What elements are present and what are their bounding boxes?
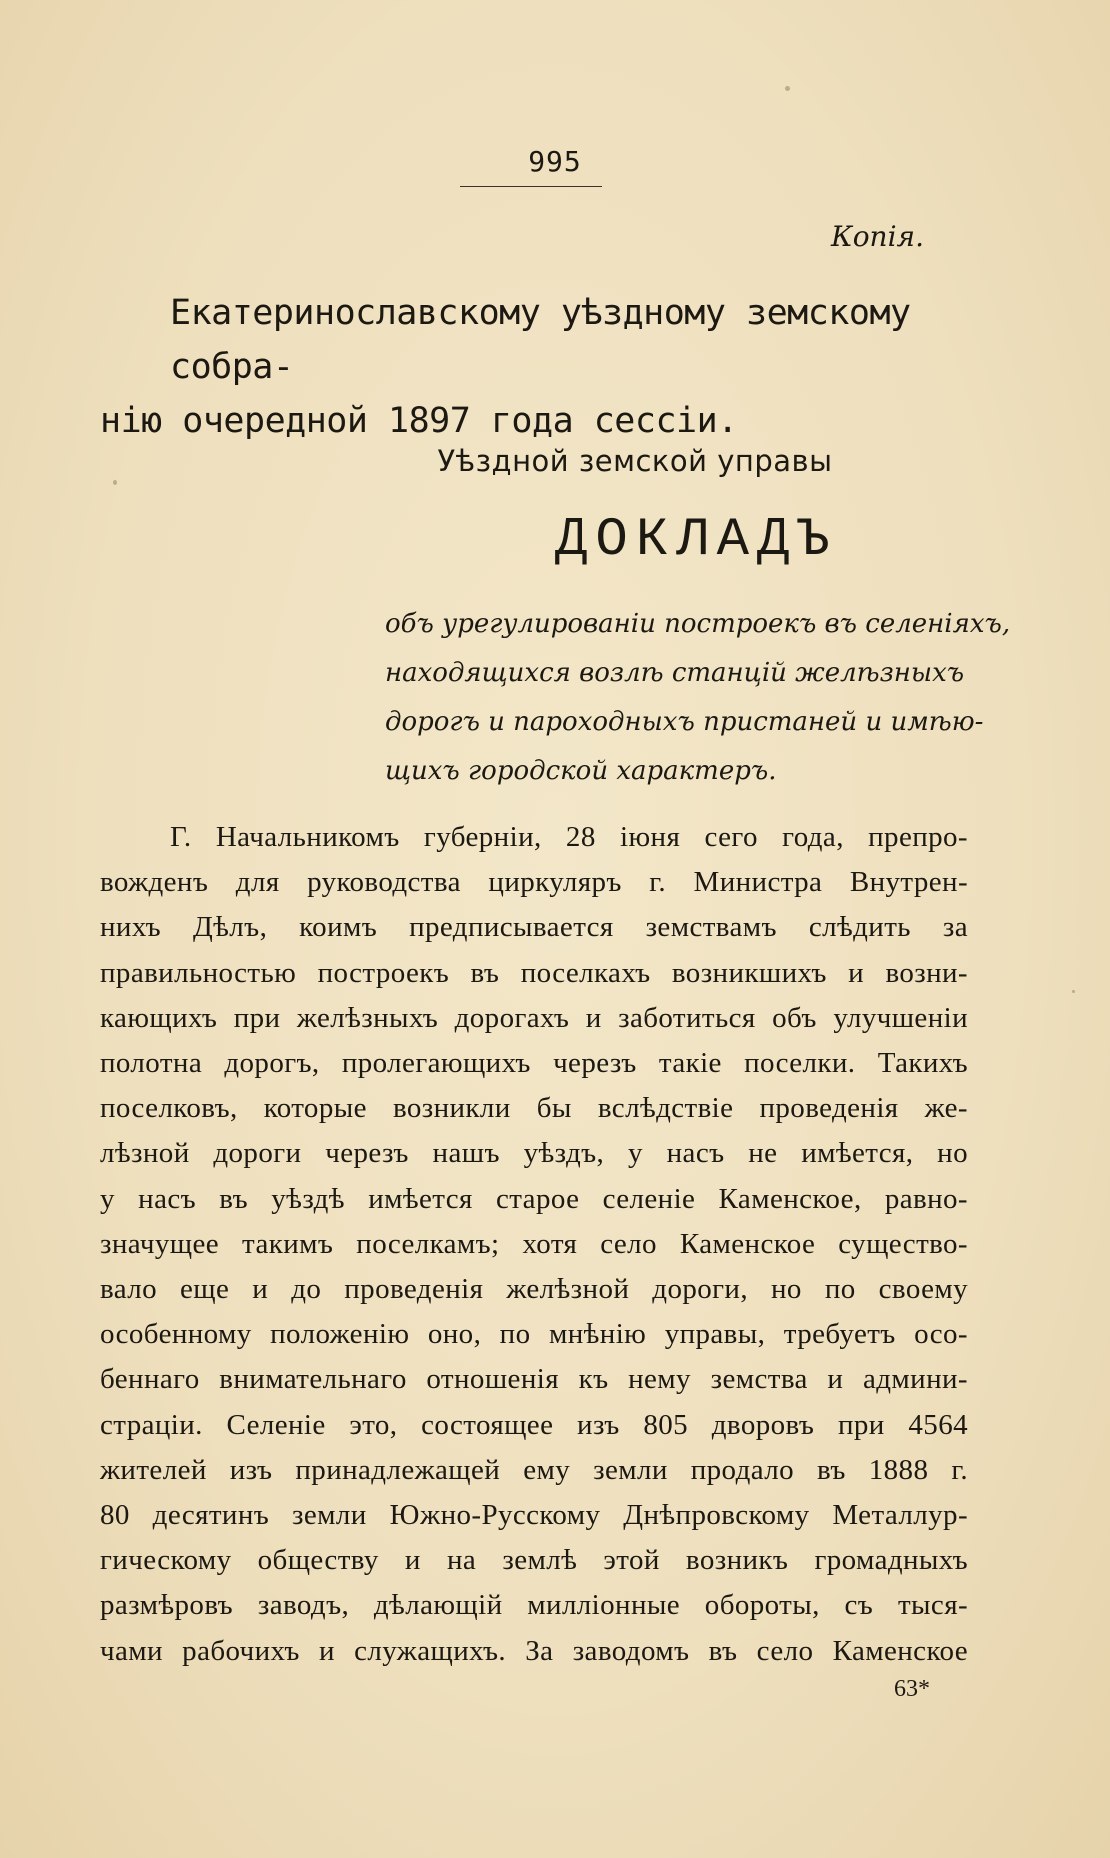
- signature-mark: 63*: [894, 1676, 930, 1702]
- body-line: вало еще и до проведенія желѣзной дороги, но по своему: [100, 1273, 968, 1306]
- body-line: вожденъ для руководства циркуляръ г. Министра Внутрен-: [100, 866, 968, 899]
- body-line: беннаго внимательнаго отношенія къ нему земства и админи-: [100, 1363, 968, 1396]
- body-line: чами рабочихъ и служащихъ. За заводомъ въ село Каменское: [100, 1634, 968, 1667]
- body-line: Г. Начальникомъ губерніи, 28 іюня сего года, препро-: [170, 821, 968, 853]
- council-name: Уѣздной земской управы: [437, 444, 833, 478]
- page-number-rule: [460, 186, 602, 187]
- subject-line: дорогъ и пароходныхъ пристаней и имѣю-: [385, 707, 984, 737]
- addressee-line: Екатеринославскому уѣздному земскому собра-: [170, 293, 911, 387]
- subject-line: находящихся возлѣ станцій желѣзныхъ: [385, 658, 965, 688]
- body-line: особенному положенію оно, по мнѣнію управы, требуетъ осо-: [100, 1318, 968, 1351]
- body-line: 80 десятинъ земли Южно-Русскому Днѣпровскому Металлур-: [100, 1499, 968, 1532]
- body-line: у насъ въ уѣздѣ имѣется старое селеніе Каменское, равно-: [100, 1182, 968, 1215]
- body-line: страціи. Селеніе это, состоящее изъ 805 дворовъ при 4564: [100, 1408, 968, 1441]
- report-subject: [385, 600, 1011, 796]
- page-number: 995: [528, 145, 582, 178]
- body-line: гическому обществу и на землѣ этой возникъ громадныхъ: [100, 1544, 968, 1577]
- copy-label: Копія.: [831, 220, 924, 253]
- body-line: размѣровъ заводъ, дѣлающій милліонные обороты, съ тыся-: [100, 1589, 968, 1622]
- addressee-line: нію очередной 1897 года сессіи.: [100, 401, 738, 441]
- body-paragraph: [100, 815, 968, 1674]
- paper-speck: [113, 480, 117, 485]
- body-line: нихъ Дѣлъ, коимъ предписывается земствамъ слѣдить за: [100, 911, 968, 944]
- addressee-heading: [100, 286, 970, 448]
- body-line: лѣзной дороги черезъ нашъ уѣздъ, у насъ не имѣется, но: [100, 1137, 968, 1170]
- body-line: значущее такимъ поселкамъ; хотя село Каменское существо-: [100, 1227, 968, 1260]
- subject-line: объ урегулированіи построекъ въ селеніяхъ,: [385, 609, 1011, 639]
- body-line: правильностью построекъ въ поселкахъ возникшихъ и возни-: [100, 956, 968, 989]
- body-line: поселковъ, которые возникли бы вслѣдствіе проведенія же-: [100, 1092, 968, 1125]
- paper-speck: [1072, 990, 1075, 993]
- paper-speck: [785, 86, 790, 91]
- subject-line: щихъ городской характеръ.: [385, 756, 777, 786]
- report-title: ДОКЛАДЪ: [555, 510, 838, 571]
- body-line: полотна дорогъ, пролегающихъ черезъ такіе поселки. Такихъ: [100, 1047, 968, 1080]
- body-line: жителей изъ принадлежащей ему земли продало въ 1888 г.: [100, 1453, 968, 1486]
- body-line: кающихъ при желѣзныхъ дорогахъ и заботиться объ улучшеніи: [100, 1001, 968, 1034]
